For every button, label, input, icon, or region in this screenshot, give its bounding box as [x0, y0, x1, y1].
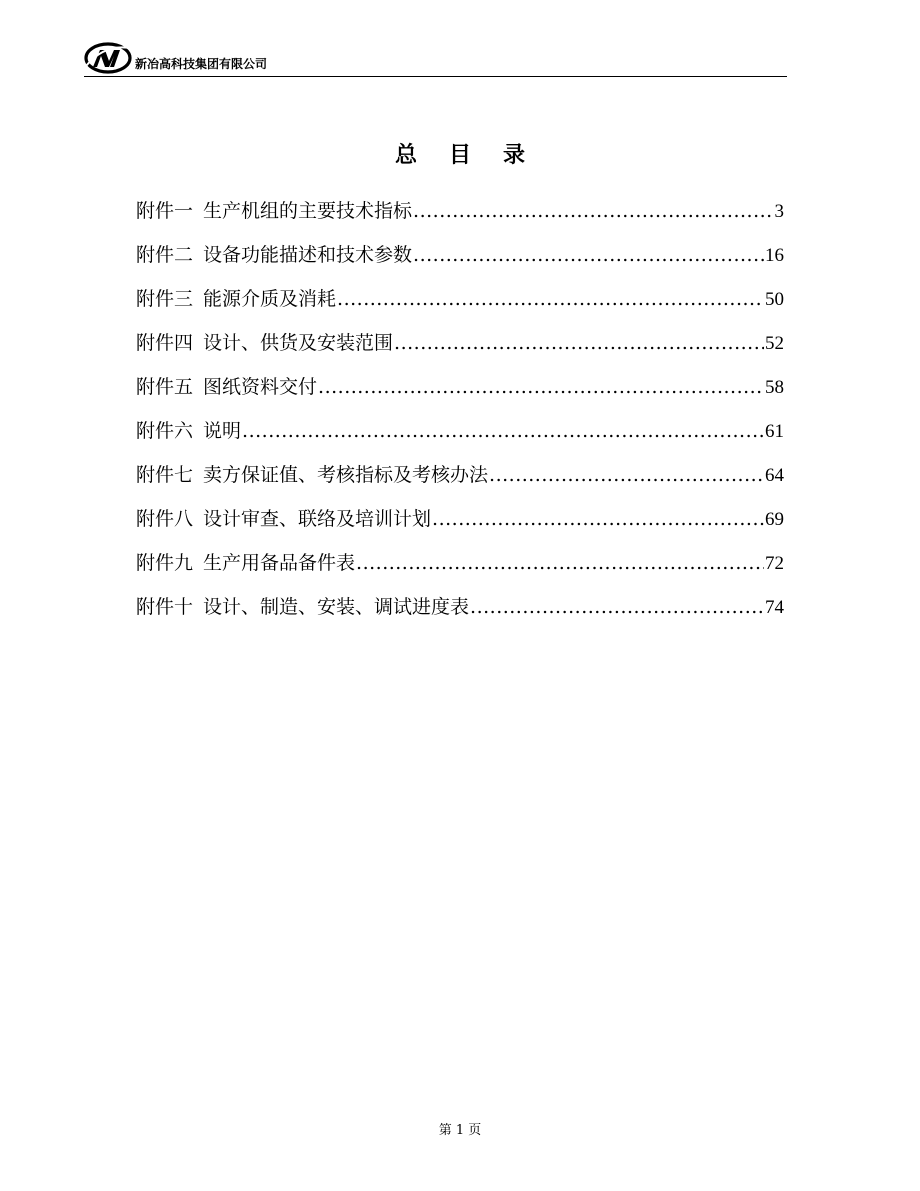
title-char: 总 [394, 142, 417, 168]
company-name: 新冶高科技集团有限公司 [135, 57, 268, 71]
toc-leader-dots [432, 508, 764, 530]
toc-entry-title: 设计、供货及安装范围 [203, 332, 394, 354]
toc-entry-title: 说明 [203, 420, 242, 442]
toc-leader-dots [337, 288, 764, 310]
toc-entry-page: 16 [765, 245, 784, 266]
toc-entry[interactable] [136, 284, 784, 328]
toc-entry[interactable] [136, 548, 784, 592]
toc-entry-number: 附件七 [136, 464, 194, 486]
toc-entry-number: 附件六 [136, 420, 194, 442]
toc-entry[interactable] [136, 592, 784, 636]
toc-entry-title: 生产用备品备件表 [203, 552, 356, 574]
table-of-contents [136, 196, 784, 636]
toc-entry-page: 69 [765, 509, 784, 530]
toc-entry-number: 附件四 [136, 332, 194, 354]
toc-leader-dots [242, 420, 764, 442]
toc-entry-page: 3 [774, 201, 784, 222]
toc-entry-title: 能源介质及消耗 [203, 288, 337, 310]
toc-entry-number: 附件五 [136, 376, 194, 398]
toc-entry-page: 64 [765, 465, 784, 486]
page-header [84, 42, 787, 77]
toc-entry-page: 61 [765, 421, 784, 442]
company-logo-icon [84, 42, 132, 74]
toc-entry-title: 卖方保证值、考核指标及考核办法 [203, 464, 489, 486]
toc-entry-page: 52 [765, 333, 784, 354]
page-title [0, 138, 920, 169]
toc-entry[interactable] [136, 240, 784, 284]
toc-leader-dots [413, 200, 773, 222]
toc-entry-page: 74 [765, 597, 784, 618]
toc-entry-title: 设计、制造、安装、调试进度表 [203, 596, 470, 618]
toc-leader-dots [356, 552, 764, 574]
toc-entry-number: 附件一 [136, 200, 194, 222]
toc-leader-dots [394, 332, 764, 354]
toc-entry-number: 附件三 [136, 288, 194, 310]
toc-entry[interactable] [136, 196, 784, 240]
toc-entry-number: 附件八 [136, 508, 194, 530]
toc-leader-dots [318, 376, 764, 398]
toc-entry-title: 设计审查、联络及培训计划 [203, 508, 432, 530]
toc-entry-title: 图纸资料交付 [203, 376, 318, 398]
toc-entry-page: 50 [765, 289, 784, 310]
toc-leader-dots [489, 464, 764, 486]
toc-entry-title: 生产机组的主要技术指标 [203, 200, 413, 222]
toc-entry[interactable] [136, 328, 784, 372]
title-char: 录 [503, 142, 526, 168]
toc-entry[interactable] [136, 416, 784, 460]
toc-leader-dots [413, 244, 764, 266]
toc-entry-title: 设备功能描述和技术参数 [203, 244, 413, 266]
page-number: 第 1 页 [438, 1123, 482, 1138]
toc-entry-page: 58 [765, 377, 784, 398]
toc-entry-number: 附件十 [136, 596, 194, 618]
toc-entry[interactable] [136, 372, 784, 416]
toc-entry[interactable] [136, 504, 784, 548]
toc-entry-page: 72 [765, 553, 784, 574]
toc-entry[interactable] [136, 460, 784, 504]
toc-entry-number: 附件九 [136, 552, 194, 574]
toc-leader-dots [470, 596, 764, 618]
toc-entry-number: 附件二 [136, 244, 194, 266]
title-char: 目 [448, 142, 471, 168]
